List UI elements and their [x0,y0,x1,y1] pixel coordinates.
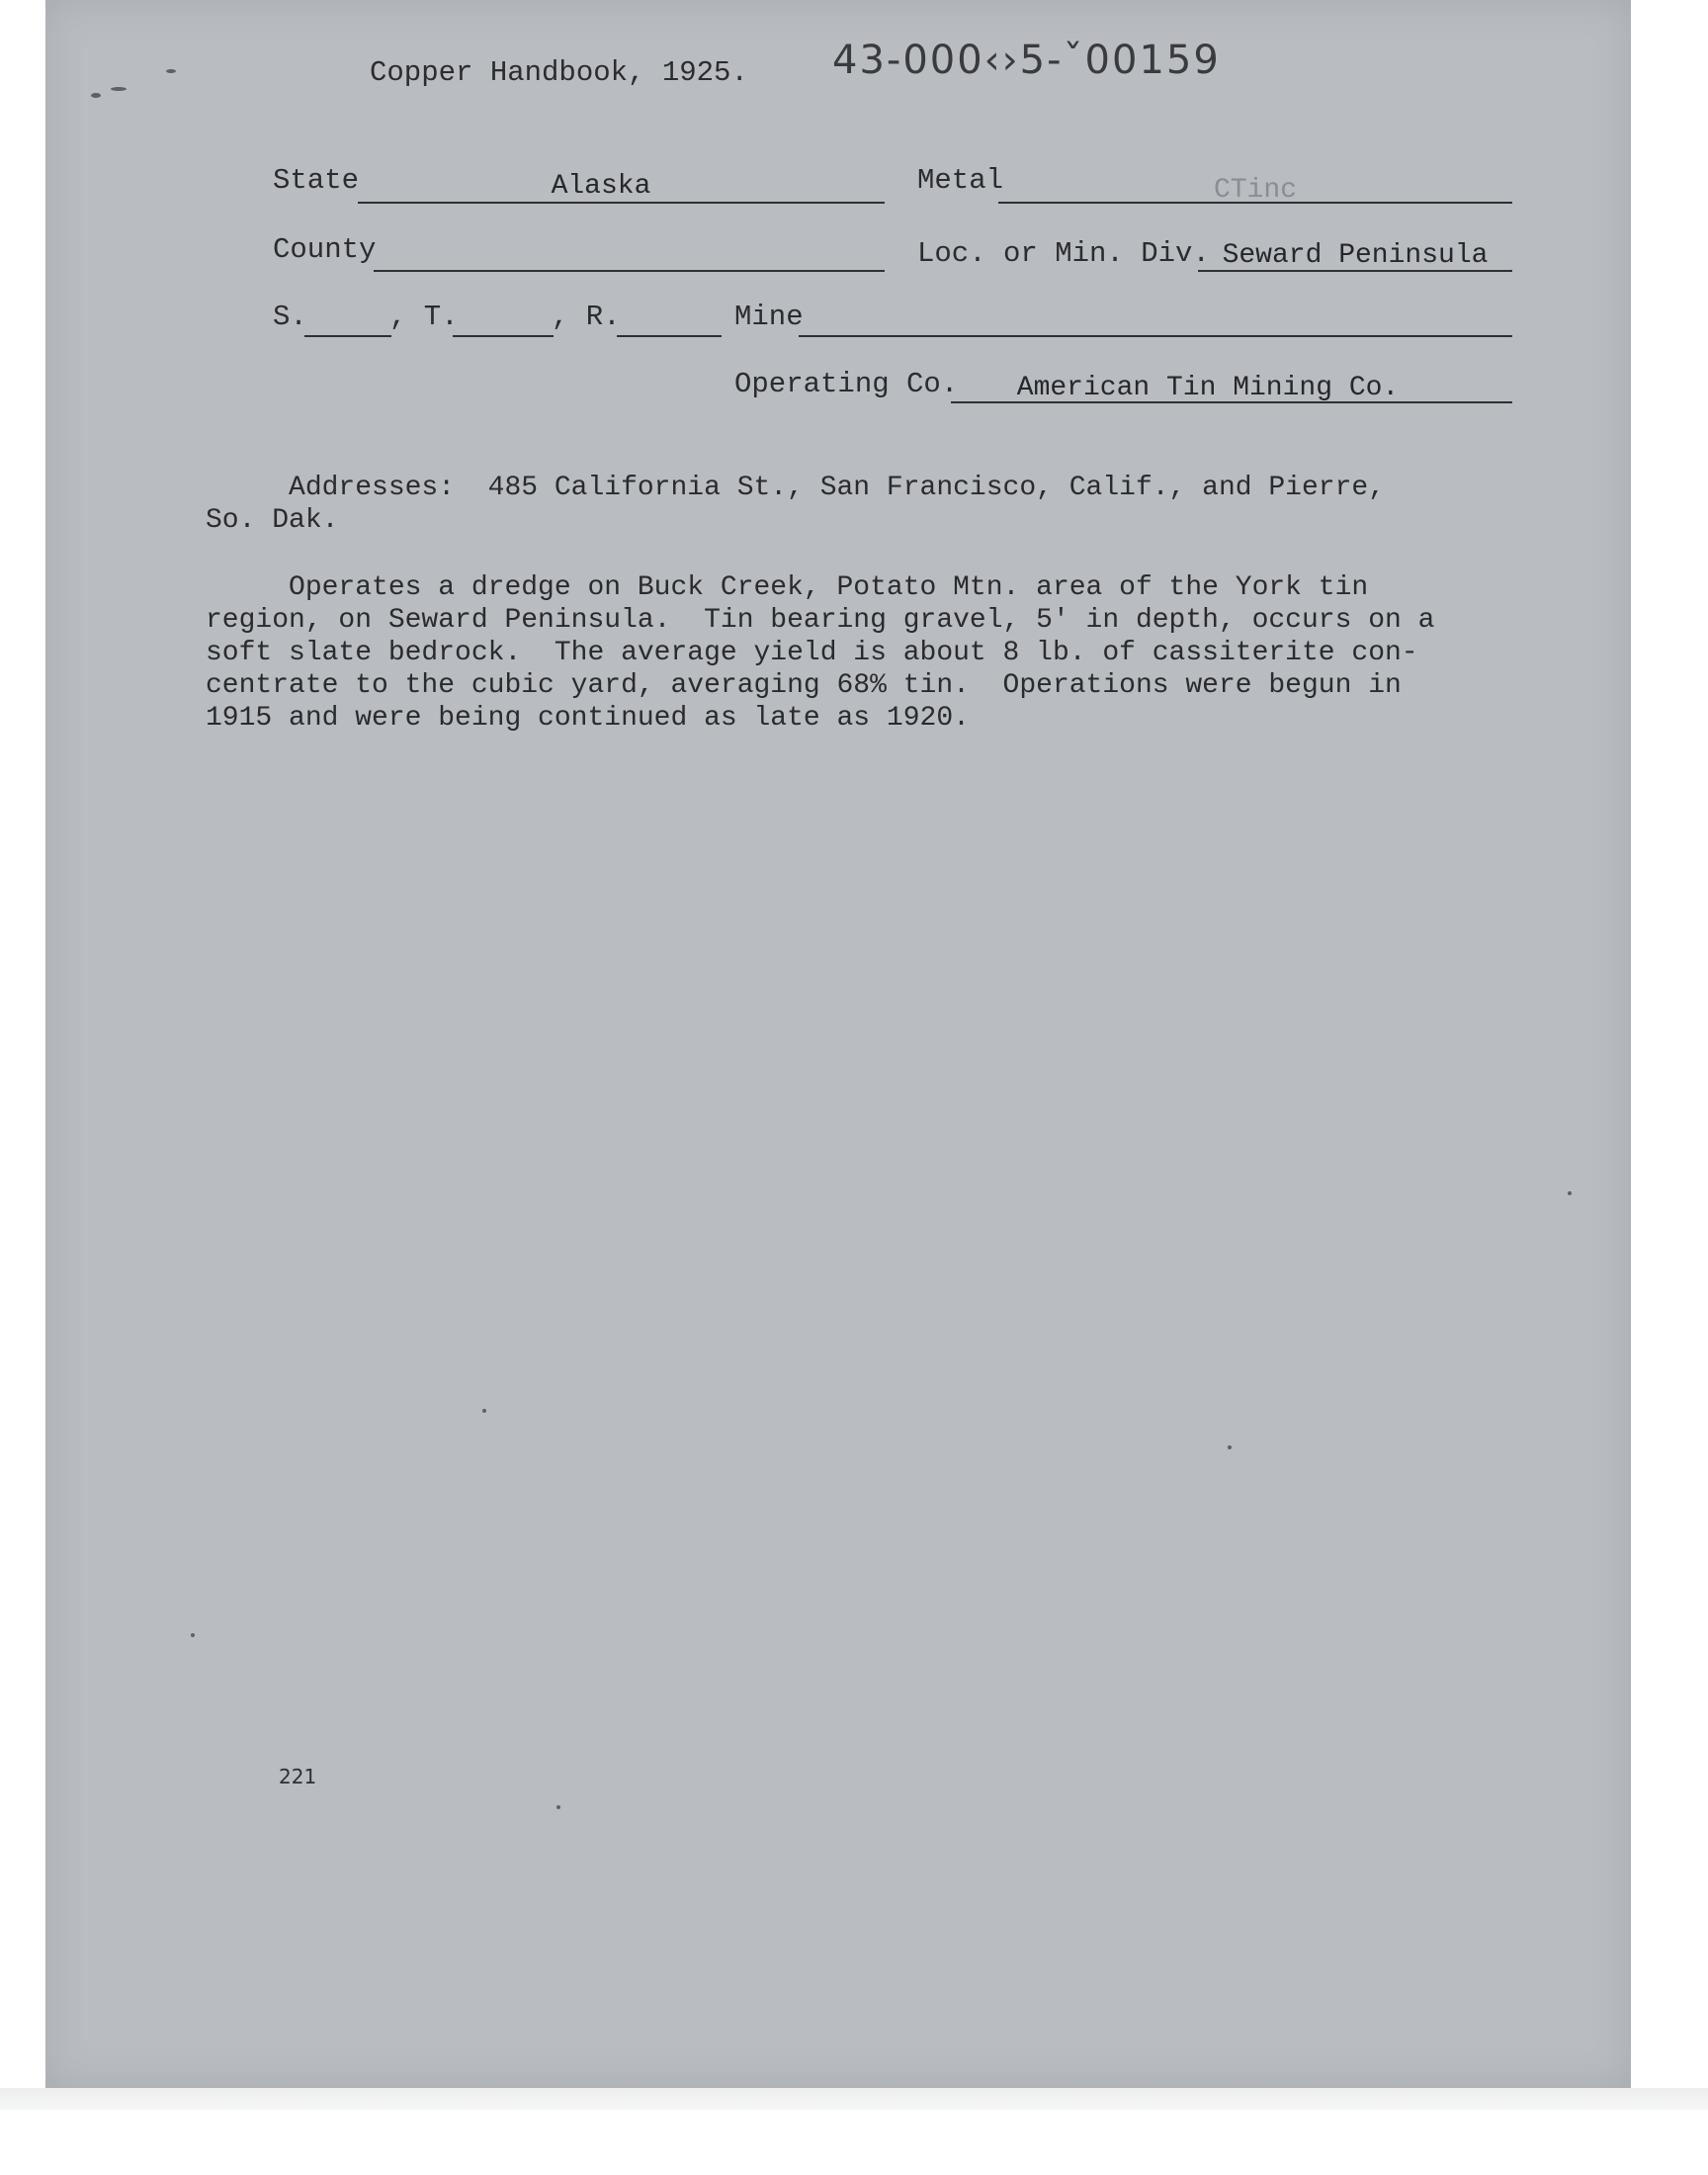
scan-speck [91,93,101,98]
addresses-line: Addresses: 485 California St., San Francisco, Calif., and Pierre, [206,473,1385,503]
description-line: centrate to the cubic yard, averaging 68% tin. Operations were begun in [206,670,1402,701]
scan-speck [1228,1445,1232,1449]
state-value: Alaska [551,171,651,202]
township-label: , T. [389,301,459,333]
county-label: County [273,233,377,266]
scan-speck [191,1633,195,1637]
operating-company-value: American Tin Mining Co. [1016,373,1400,403]
description-line: Operates a dredge on Buck Creek, Potato Mtn. area of the York tin [206,572,1369,603]
range-field-line [617,335,722,337]
scan-speck [166,69,176,73]
page-number: 221 [279,1765,317,1788]
handwritten-record-id: 43-000‹›5-ˇ00159 [832,38,1221,83]
description-paragraph [206,571,1491,735]
description-line: 1915 and were being continued as late as 1920. [206,703,970,734]
description-line: soft slate bedrock. The average yield is about 8 lb. of cassiterite con- [206,638,1418,668]
section-field-line [304,335,391,337]
metal-value: CTinc [1213,175,1297,206]
range-label: , R. [552,301,621,333]
township-field-line [453,335,554,337]
addresses-line: So. Dak. [206,505,339,536]
addresses-paragraph [206,472,1491,537]
state-label: State [273,164,360,197]
scan-speck [1568,1191,1572,1195]
location-label: Loc. or Min. Div. [917,237,1210,270]
document-title: Copper Handbook, 1925. [370,56,748,89]
scan-speck [111,87,127,91]
operating-company-label: Operating Co. [734,368,959,400]
location-value: Seward Peninsula [1222,240,1489,271]
metal-label: Metal [917,164,1004,197]
county-field-line [374,270,885,272]
section-label: S. [273,301,307,333]
scan-bottom-margin [0,2088,1708,2110]
scan-speck [556,1805,560,1809]
scan-speck [482,1409,486,1413]
mine-field-line [799,335,1512,337]
mine-label: Mine [734,301,804,333]
description-line: region, on Seward Peninsula. Tin bearing gravel, 5' in depth, occurs on a [206,605,1435,636]
